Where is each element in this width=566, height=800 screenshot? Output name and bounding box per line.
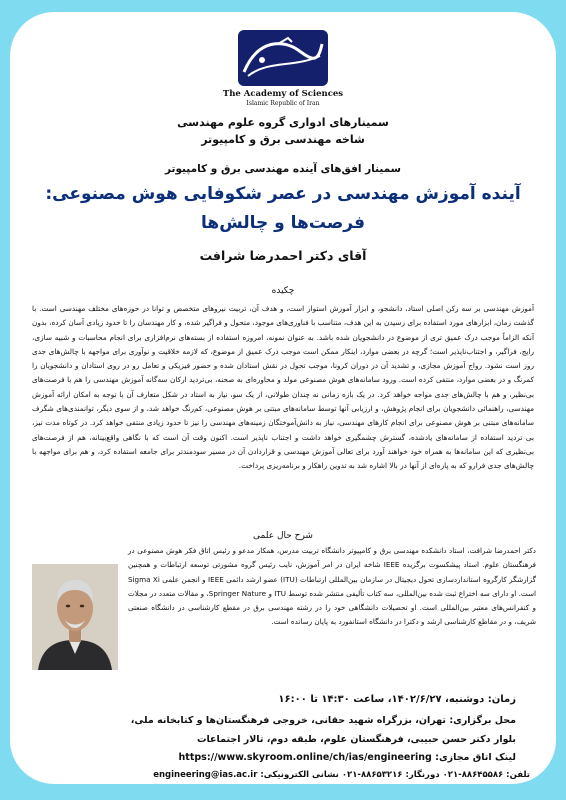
seminar-series: سمینارهای ادواری گروه علوم مهندسی — [177, 116, 389, 129]
seminar-branch: شاخه مهندسی برق و کامپیوتر — [201, 133, 365, 146]
bio-heading: شرح حال علمی — [253, 531, 313, 541]
event-place-line2: بلوار دکتر حسن حبیبی، فرهنگستان علوم، طبقه دوم، تالار اجتماعات — [196, 734, 516, 745]
phone-value: ۸۸۶۴۵۵۸۶-۰۲۱ — [442, 770, 504, 780]
talk-title-line1: آینده آموزش مهندسی در عصر شکوفایی هوش مصنوعی: — [45, 184, 521, 204]
academy-country-en: Islamic Republic of Iran — [246, 100, 320, 107]
place-line1: تهران، بزرگراه شهید حقانی، خروجی فرهنگستان‌ها و کتابخانه ملی، — [130, 715, 447, 726]
poster-card — [10, 12, 556, 784]
event-time — [10, 694, 516, 705]
phone-label: تلفن: — [506, 770, 530, 780]
place-label: محل برگزاری: — [449, 715, 516, 726]
speaker-photo — [32, 564, 118, 670]
event-link — [10, 752, 516, 763]
abstract-text: آموزش مهندسی بر سه رکن اصلی استاد، دانشجو، و ابزار آموزش استوار است، و هدف آن، تربیت نیروهای متخصص و توانا در حوزه‌های مختلف مهندسی است. با گذشت زمان، ابزارهای مورد استفاده برای رسیدن به این هدف، متناسب با فناوری‌های موجود، متحول و فراگیر شده، و کار مهندسان را تا حدود زیادی آسان کرده، بدون آنکه الزاماً موجب درک عمیق تری از موضوع در دانشجویان شده باشد. به عنوان نمونه، امروزه استفاده از بسته‌های نرم‌افزاری برای انجام محاسبات و شبیه سازی، رایج، فراگیر، و اجتناب‌ناپذیر است؛ گرچه در بعضی موارد، اینکار ممکن است موجب درک عمیق از موضوع، که لازمه خلاقیت و نوآوری برای مواجهه با چالش‌های جدی روز است نشود. رواج آموزش مجازی، و تشدید آن در دوران کرونا، موجب تحول در نقش استادان شده و حضور فیزیکی و تعامل رو در روی استادان و دانشجویان را کمرنگ و در بعضی موارد، منتفی کرده است. ورود سامانه‌های هوش مصنوعی مولد و محاوره‌ای به صحنه، بی‌تردید ارکان سه‌گانه آموزش مهندسی را هم با فرصت‌های بی‌نظیر، و هم با چالش‌های جدی مواجه خواهد کرد. در یک بازه زمانی نه چندان طولانی، از یک سو، نیاز به استاد در شکل متعارف آن با توجه به امکان ارائه آموزش مهندسی، راهنمائی دانشجویان برای انجام پژوهش، و ارزیابی آنها توسط سامانه‌های مبتنی بر هوش مصنوعی، کم‌رنگ خواهد شد، و از سوی دیگر، توانمندی‌های شگرف سامانه‌های مبتنی بر هوش مصنوعی برای انجام کارهای مهندسی، نیاز به دانش‌آموختگان زمینه‌های مهندسی را نیز تا حدود زیادی منتفی خواهد کرد. در کوتاه مدت نیز، بی تردید استفاده از سامانه‌های یادشده، گسترش چشمگیری خواهد داشت و اجتناب ناپذیر است. اکنون وقت آن است که با نگاهی واقع‌بینانه، هم از فرصت‌های بی‌نظیری که این سامانه‌ها به همراه خود خواهند آورد برای تعالی آموزش مهندسی و قراردادن آن در مسیر سودمندتر برای جامعه استفاده کرد، و هم برای مواجهه با چالش‌های جدی فرارو که به پاره‌ای از آنها در بالا اشاره شد به تدوین راهکار و برنامه‌ریزی پرداخت. — [32, 304, 534, 471]
email-label: نشانی الکترونیکی: — [260, 770, 339, 780]
virtual-room-link[interactable]: https://www.skyroom.online/ch/ias/engineering — [178, 752, 432, 763]
seminar-name: سمینار افق‌های آینده مهندسی برق و کامپیوتر — [164, 163, 402, 175]
academy-name-en: The Academy of Sciences — [222, 89, 344, 99]
time-label: زمان: — [487, 694, 516, 705]
talk-title-line2: فرصت‌ها و چالش‌ها — [201, 213, 365, 233]
speaker-name: آقای دکتر احمدرضا شرافت — [199, 248, 367, 263]
time-value: دوشنبه، ۱۴۰۲/۶/۲۷، ساعت ۱۴:۳۰ تا ۱۶:۰۰ — [278, 694, 485, 705]
link-label: لینک اتاق مجازی: — [435, 752, 516, 763]
fax-value: ۸۸۶۵۳۲۱۶-۰۲۱ — [341, 770, 403, 780]
abstract-heading: چکیده — [271, 286, 295, 296]
fax-label: دورنگار: — [405, 770, 440, 780]
email-link[interactable]: engineering@ias.ac.ir — [153, 770, 258, 780]
event-place — [10, 715, 516, 726]
bio-text: دکتر احمدرضا شرافت، استاد دانشکده مهندسی برق و کامپیوتر دانشگاه تربیت مدرس، همکار مدعو و رئیس اتاق فکر هوش مصنوعی در فرهنگستان علوم. استاد پیشکسوت برگزیده IEEE شاخه ایران در امر آموزش، نایب رئیس گروه مشورتی توسعه ارتباطات و همچنین گزارشگر کارگروه استانداردسازی تحول دیجیتال در سازمان بین‌المللی ارتباطات (ITU) عضو ارشد دائمی IEEE و انجمن علمی Sigma Xi است. او دارای سه اختراع ثبت شده بین‌المللی، سه کتاب تألیفی منتشر شده توسط ITU و Springer Nature، و مقالات متعدد در مجلات و کنفرانس‌های معتبر بین‌المللی است. او تحصیلات دانشگاهی خود را در رشته مهندسی برق در مقطع کارشناسی در دانشگاه صنعتی شریف، و در مقاطع کارشناسی ارشد و دکترا در دانشگاه استانفورد به پایان رسانده است. — [128, 546, 537, 627]
event-contact — [10, 770, 530, 780]
academy-logo — [238, 30, 328, 86]
